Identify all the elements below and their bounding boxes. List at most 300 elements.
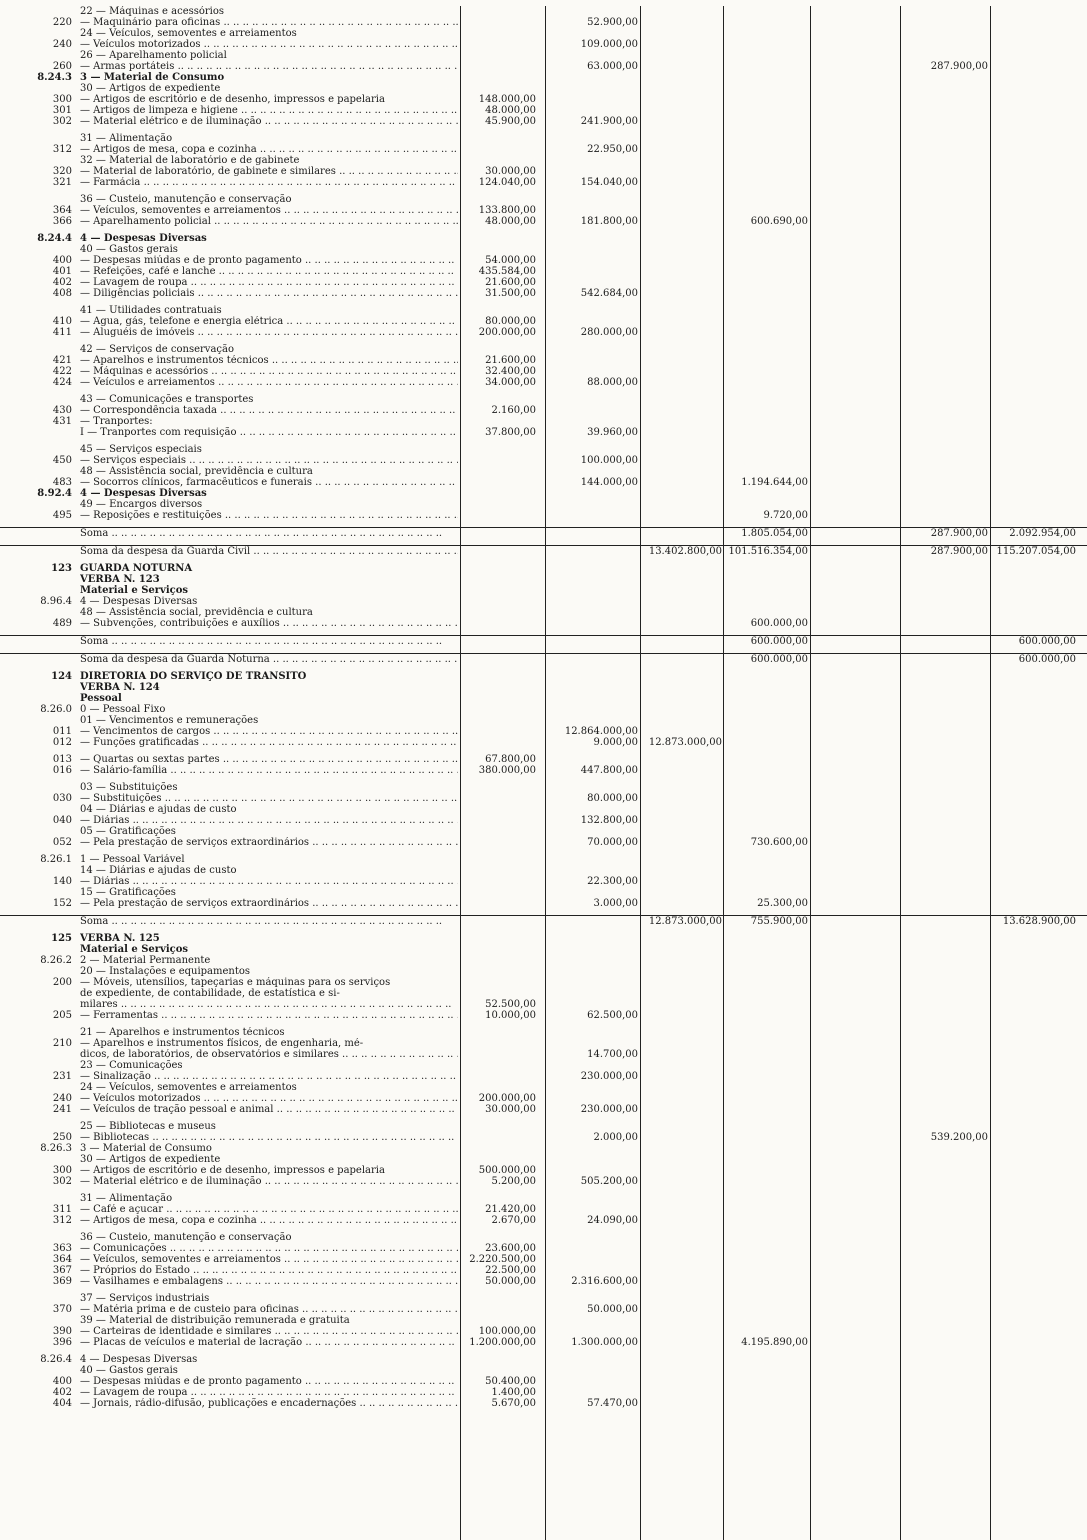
- item-code: 300: [52, 94, 72, 105]
- budget-row: [0, 1060, 1087, 1071]
- item-description: 21 — Aparelhos e instrumentos técnicos: [80, 1027, 285, 1038]
- item-code: 312: [52, 1215, 72, 1226]
- item-description: 31 — Alimentação: [80, 133, 173, 144]
- budget-row: [0, 205, 1087, 216]
- item-description: Material e Serviços: [80, 944, 189, 955]
- value-detail: 133.800,00: [478, 205, 536, 216]
- item-code: 8.24.3: [37, 72, 72, 83]
- item-code: 410: [52, 316, 72, 327]
- budget-row: [0, 782, 1087, 793]
- item-code: 140: [52, 876, 72, 887]
- budget-row: [0, 50, 1087, 61]
- item-code: 424: [52, 377, 72, 388]
- item-description: — Veículos motorizados .. ..: [80, 39, 458, 50]
- budget-row: [0, 1176, 1087, 1187]
- value-detail: 21.600,00: [485, 277, 536, 288]
- item-description: — Lavagem de roupa .. ..: [80, 1387, 458, 1398]
- value-detail: 80.000,00: [485, 316, 536, 327]
- value-services: 600.690,00: [750, 216, 808, 227]
- item-description: 42 — Serviços de conservação: [80, 344, 234, 355]
- value-detail: 500.000,00: [478, 1165, 536, 1176]
- item-code: 124: [51, 671, 72, 682]
- budget-row: [0, 1154, 1087, 1165]
- item-description: — Pela prestação de serviços extraordinários .. ..: [80, 898, 458, 909]
- item-code: 495: [52, 510, 72, 521]
- budget-row: [0, 488, 1087, 499]
- budget-row: [0, 1376, 1087, 1387]
- budget-row: [0, 1354, 1087, 1365]
- item-description: — Reposições e restituições .. ..: [80, 510, 458, 521]
- value-detail: 30.000,00: [485, 1104, 536, 1115]
- budget-row: [0, 466, 1087, 477]
- budget-row: [0, 444, 1087, 455]
- item-code: 366: [52, 216, 72, 227]
- value-equipment: 287.900,00: [930, 61, 988, 72]
- item-code: 8.26.3: [40, 1143, 72, 1154]
- budget-row: [0, 826, 1087, 837]
- item-description: — Vencimentos de cargos .. ..: [80, 726, 458, 737]
- value-detail: 2.160,00: [491, 405, 536, 416]
- budget-row: [0, 715, 1087, 726]
- item-description: 23 — Comunicações: [80, 1060, 183, 1071]
- item-description: 45 — Serviços especiais: [80, 444, 202, 455]
- value-subtotal: 230.000,00: [580, 1071, 638, 1082]
- item-code: 052: [52, 837, 72, 848]
- item-description: — Veículos de tração pessoal e animal .. ..: [80, 1104, 458, 1115]
- value-subtotal: 144.000,00: [580, 477, 638, 488]
- value-detail: 54.000,00: [485, 255, 536, 266]
- item-description: Soma da despesa da Guarda Civil .. ..: [80, 546, 458, 557]
- item-description: — Pela prestação de serviços extraordinários .. ..: [80, 837, 458, 848]
- item-description: 43 — Comunicações e transportes: [80, 394, 254, 405]
- item-description: — Veículos, semoventes e arreiamentos .. ..: [80, 1254, 458, 1265]
- budget-row: [0, 955, 1087, 966]
- item-description: — Água, gás, telefone e energia elétrica .. ..: [80, 316, 458, 327]
- item-description: 3 — Material de Consumo: [80, 1143, 212, 1154]
- item-description: Soma da despesa da Guarda Noturna .. ..: [80, 654, 458, 665]
- item-description: 1 — Pessoal Variável: [80, 854, 185, 865]
- item-description: 0 — Pessoal Fixo: [80, 704, 166, 715]
- item-description: 30 — Artigos de expediente: [80, 83, 221, 94]
- item-code: 402: [52, 1387, 72, 1398]
- item-description: 4 — Despesas Diversas: [80, 1354, 198, 1365]
- item-description: — Artigos de limpeza e higiene .. ..: [80, 105, 458, 116]
- budget-row: [0, 563, 1087, 574]
- value-detail: 34.000,00: [485, 377, 536, 388]
- budget-row: [0, 804, 1087, 815]
- budget-row: [0, 266, 1087, 277]
- value-detail: 22.500,00: [485, 1265, 536, 1276]
- budget-row: [0, 1132, 1087, 1143]
- item-code: 489: [52, 618, 72, 629]
- budget-row: [0, 618, 1087, 629]
- budget-row: [0, 653, 1087, 665]
- value-services: 600.000,00: [750, 618, 808, 629]
- value-subtotal: 109.000,00: [580, 39, 638, 50]
- item-description: — Socorros clínicos, farmacêuticos e funerais .. ..: [80, 477, 458, 488]
- value-detail: 1.400,00: [491, 1387, 536, 1398]
- item-code: 363: [52, 1243, 72, 1254]
- budget-row: [0, 1293, 1087, 1304]
- item-description: — Veículos, semoventes e arreiamentos .. ..: [80, 205, 458, 216]
- value-subtotal: 505.200,00: [580, 1176, 638, 1187]
- budget-row: [0, 704, 1087, 715]
- item-description: — Funções gratificadas .. ..: [80, 737, 458, 748]
- item-code: 040: [52, 815, 72, 826]
- budget-row: [0, 988, 1087, 999]
- item-description: — Sinalização .. ..: [80, 1071, 458, 1082]
- budget-row: [0, 1398, 1087, 1409]
- item-description: — Veículos motorizados .. ..: [80, 1093, 458, 1104]
- budget-row: [0, 133, 1087, 144]
- value-detail: 21.420,00: [485, 1204, 536, 1215]
- item-code: 364: [52, 1254, 72, 1265]
- item-description: Soma .. ..: [80, 916, 458, 927]
- value-detail: 5.670,00: [491, 1398, 536, 1409]
- budget-row: [0, 915, 1087, 927]
- item-description: 41 — Utilidades contratuais: [80, 305, 222, 316]
- budget-row: [0, 574, 1087, 585]
- value-equipment: 287.900,00: [930, 528, 988, 539]
- item-description: — Artigos de escritório e de desenho, impressos e papelaria: [80, 94, 385, 105]
- item-description: dicos, de laboratórios, de observatórios e similares .. ..: [80, 1049, 458, 1060]
- value-subtotal: 80.000,00: [587, 793, 638, 804]
- item-code: 402: [52, 277, 72, 288]
- item-description: — Substituições .. ..: [80, 793, 458, 804]
- item-description: VERBA N. 123: [80, 574, 160, 585]
- item-code: 320: [52, 166, 72, 177]
- value-detail: 2.220.500,00: [469, 1254, 536, 1265]
- item-code: 312: [52, 144, 72, 155]
- item-code: 231: [52, 1071, 72, 1082]
- item-code: 013: [52, 754, 72, 765]
- value-personnel: 12.873.000,00: [648, 737, 722, 748]
- item-description: — Subvenções, contribuições e auxílios .. ..: [80, 618, 458, 629]
- item-description: 40 — Gastos gerais: [80, 1365, 178, 1376]
- value-total: 115.207.054,00: [996, 546, 1076, 557]
- value-services: 25.300,00: [757, 898, 808, 909]
- item-description: — Aluguéis de imóveis .. ..: [80, 327, 458, 338]
- item-code: 8.92.4: [37, 488, 72, 499]
- value-services: 600.000,00: [750, 654, 808, 665]
- item-description: VERBA N. 125: [80, 933, 160, 944]
- item-code: 422: [52, 366, 72, 377]
- item-description: 01 — Vencimentos e remunerações: [80, 715, 259, 726]
- item-code: 8.26.1: [40, 854, 72, 865]
- item-description: — Tranportes:: [80, 416, 153, 427]
- item-description: 32 — Material de laboratório e de gabinete: [80, 155, 300, 166]
- value-subtotal: 154.040,00: [580, 177, 638, 188]
- item-code: 483: [52, 477, 72, 488]
- item-code: 240: [52, 1093, 72, 1104]
- value-subtotal: 24.090,00: [587, 1215, 638, 1226]
- budget-row: [0, 1215, 1087, 1226]
- value-detail: 45.900,00: [485, 116, 536, 127]
- value-subtotal: 2.316.600,00: [571, 1276, 638, 1287]
- budget-row: [0, 944, 1087, 955]
- value-detail: 124.040,00: [478, 177, 536, 188]
- budget-row: [0, 1082, 1087, 1093]
- budget-row: [0, 754, 1087, 765]
- budget-row: [0, 116, 1087, 127]
- item-description: — Despesas miúdas e de pronto pagamento .. ..: [80, 255, 458, 266]
- item-description: 49 — Encargos diversos: [80, 499, 203, 510]
- budget-row: [0, 966, 1087, 977]
- item-code: 400: [52, 1376, 72, 1387]
- budget-row: [0, 1387, 1087, 1398]
- item-description: 14 — Diárias e ajudas de custo: [80, 865, 237, 876]
- item-description: 3 — Material de Consumo: [80, 72, 225, 83]
- budget-row: [0, 28, 1087, 39]
- value-detail: 10.000,00: [485, 1010, 536, 1021]
- item-description: — Próprios do Estado .. ..: [80, 1265, 458, 1276]
- budget-row: [0, 344, 1087, 355]
- item-description: 05 — Gratificações: [80, 826, 176, 837]
- budget-row: [0, 1232, 1087, 1243]
- value-subtotal: 39.960,00: [587, 427, 638, 438]
- budget-row: [0, 405, 1087, 416]
- budget-row: [0, 377, 1087, 388]
- item-description: — Farmácia .. ..: [80, 177, 458, 188]
- item-description: — Ferramentas .. ..: [80, 1010, 458, 1021]
- item-description: — Jornais, rádio-difusão, publicações e encadernações .. ..: [80, 1398, 458, 1409]
- item-description: milares .. ..: [80, 999, 458, 1010]
- value-detail: 5.200,00: [491, 1176, 536, 1187]
- value-subtotal: 57.470,00: [587, 1398, 638, 1409]
- item-code: 321: [52, 177, 72, 188]
- item-code: 367: [52, 1265, 72, 1276]
- item-description: 04 — Diárias e ajudas de custo: [80, 804, 237, 815]
- budget-row: [0, 177, 1087, 188]
- item-description: 24 — Veículos, semoventes e arreiamentos: [80, 28, 297, 39]
- item-description: — Aparelhamento policial .. ..: [80, 216, 458, 227]
- item-description: — Material elétrico e de iluminação .. ..: [80, 116, 458, 127]
- item-code: 8.26.0: [40, 704, 72, 715]
- value-detail: 52.500,00: [485, 999, 536, 1010]
- item-description: — Placas de veículos e material de lacração .. ..: [80, 1337, 458, 1348]
- item-description: 26 — Aparelhamento policial: [80, 50, 227, 61]
- value-detail: 48.000,00: [485, 216, 536, 227]
- budget-row: [0, 585, 1087, 596]
- item-description: 15 — Gratificações: [80, 887, 176, 898]
- value-services: 4.195.890,00: [741, 1337, 808, 1348]
- item-code: 431: [52, 416, 72, 427]
- budget-row: [0, 793, 1087, 804]
- value-subtotal: 12.864.000,00: [564, 726, 638, 737]
- item-code: 125: [51, 933, 72, 944]
- value-services: 1.805.054,00: [741, 528, 808, 539]
- value-subtotal: 447.800,00: [580, 765, 638, 776]
- item-description: 36 — Custeio, manutenção e conservação: [80, 1232, 292, 1243]
- budget-row: [0, 394, 1087, 405]
- budget-row: [0, 596, 1087, 607]
- item-description: I — Tranportes com requisição .. ..: [80, 427, 458, 438]
- budget-row: [0, 427, 1087, 438]
- value-subtotal: 2.000,00: [593, 1132, 638, 1143]
- value-detail: 67.800,00: [485, 754, 536, 765]
- budget-row: [0, 1038, 1087, 1049]
- value-equipment: 287.900,00: [930, 546, 988, 557]
- item-description: — Quartas ou sextas partes .. ..: [80, 754, 458, 765]
- item-code: 302: [52, 116, 72, 127]
- value-subtotal: 9.000,00: [593, 737, 638, 748]
- value-subtotal: 181.800,00: [580, 216, 638, 227]
- budget-row: [0, 765, 1087, 776]
- item-code: 240: [52, 39, 72, 50]
- item-description: — Salário-família .. ..: [80, 765, 458, 776]
- item-description: — Carteiras de identidade e similares .. ..: [80, 1326, 458, 1337]
- budget-row: [0, 693, 1087, 704]
- budget-row: [0, 887, 1087, 898]
- budget-row: [0, 671, 1087, 682]
- value-subtotal: 52.900,00: [587, 17, 638, 28]
- budget-row: [0, 1049, 1087, 1060]
- value-subtotal: 241.900,00: [580, 116, 638, 127]
- budget-row: [0, 1121, 1087, 1132]
- budget-row: [0, 635, 1087, 647]
- value-subtotal: 542.684,00: [580, 288, 638, 299]
- item-code: 016: [52, 765, 72, 776]
- budget-row: [0, 244, 1087, 255]
- budget-row: [0, 1027, 1087, 1038]
- budget-row: [0, 1193, 1087, 1204]
- value-services: 9.720,00: [763, 510, 808, 521]
- item-description: 25 — Bibliotecas e museus: [80, 1121, 216, 1132]
- item-description: — Despesas miúdas e de pronto pagamento .. ..: [80, 1376, 458, 1387]
- item-description: — Material de laboratório, de gabinete e similares .. ..: [80, 166, 458, 177]
- item-description: — Aparelhos e instrumentos físicos, de engenharia, mé-: [80, 1038, 364, 1049]
- value-subtotal: 132.800,00: [580, 815, 638, 826]
- budget-row: [0, 737, 1087, 748]
- item-code: 011: [52, 726, 72, 737]
- value-detail: 48.000,00: [485, 105, 536, 116]
- value-detail: 21.600,00: [485, 355, 536, 366]
- item-code: 8.26.2: [40, 955, 72, 966]
- item-description: — Material elétrico e de iluminação .. ..: [80, 1176, 458, 1187]
- value-subtotal: 70.000,00: [587, 837, 638, 848]
- value-subtotal: 1.300.000,00: [571, 1337, 638, 1348]
- budget-row: [0, 94, 1087, 105]
- budget-row: [0, 6, 1087, 17]
- value-detail: 200.000,00: [478, 327, 536, 338]
- budget-table: [0, 6, 1087, 1409]
- item-code: 205: [52, 1010, 72, 1021]
- item-description: Soma .. ..: [80, 636, 458, 647]
- item-code: 411: [52, 327, 72, 338]
- budget-row: [0, 865, 1087, 876]
- budget-row: [0, 416, 1087, 427]
- item-code: 250: [52, 1132, 72, 1143]
- budget-row: [0, 194, 1087, 205]
- budget-row: [0, 510, 1087, 521]
- budget-row: [0, 144, 1087, 155]
- budget-row: [0, 815, 1087, 826]
- budget-row: [0, 105, 1087, 116]
- item-description: 24 — Veículos, semoventes e arreiamentos: [80, 1082, 297, 1093]
- item-description: DIRETORIA DO SERVIÇO DE TRANSITO: [80, 671, 307, 682]
- item-description: — Comunicações .. ..: [80, 1243, 458, 1254]
- budget-row: [0, 1326, 1087, 1337]
- value-detail: 32.400,00: [485, 366, 536, 377]
- item-description: 39 — Material de distribuição remunerada e gratuita: [80, 1315, 350, 1326]
- item-description: 40 — Gastos gerais: [80, 244, 178, 255]
- budget-row: [0, 527, 1087, 539]
- item-description: — Diárias .. ..: [80, 876, 458, 887]
- budget-row: [0, 1104, 1087, 1115]
- item-description: — Lavagem de roupa .. ..: [80, 277, 458, 288]
- item-code: 400: [52, 255, 72, 266]
- budget-row: [0, 355, 1087, 366]
- value-detail: 50.400,00: [485, 1376, 536, 1387]
- budget-row: [0, 607, 1087, 618]
- item-description: Material e Serviços: [80, 585, 189, 596]
- item-description: — Serviços especiais .. ..: [80, 455, 458, 466]
- value-detail: 200.000,00: [478, 1093, 536, 1104]
- value-subtotal: 14.700,00: [587, 1049, 638, 1060]
- budget-row: [0, 977, 1087, 988]
- value-detail: 30.000,00: [485, 166, 536, 177]
- value-detail: 50.000,00: [485, 1276, 536, 1287]
- item-description: GUARDA NOTURNA: [80, 563, 193, 574]
- budget-row: [0, 1204, 1087, 1215]
- budget-row: [0, 233, 1087, 244]
- item-description: — Café e açucar .. ..: [80, 1204, 458, 1215]
- item-description: — Matéria prima e de custeio para oficinas .. ..: [80, 1304, 458, 1315]
- item-code: 300: [52, 1165, 72, 1176]
- item-description: 37 — Serviços industriais: [80, 1293, 210, 1304]
- item-description: VERBA N. 124: [80, 682, 160, 693]
- value-subtotal: 63.000,00: [587, 61, 638, 72]
- budget-row: [0, 1254, 1087, 1265]
- value-subtotal: 88.000,00: [587, 377, 638, 388]
- budget-row: [0, 1071, 1087, 1082]
- item-description: Soma .. ..: [80, 528, 458, 539]
- value-services: 101.516.354,00: [728, 546, 808, 557]
- value-services: 755.900,00: [750, 916, 808, 927]
- value-subtotal: 50.000,00: [587, 1304, 638, 1315]
- budget-row: [0, 316, 1087, 327]
- budget-row: [0, 61, 1087, 72]
- value-personnel: 12.873.000,00: [648, 916, 722, 927]
- budget-row: [0, 327, 1087, 338]
- item-code: 030: [52, 793, 72, 804]
- value-detail: 1.200.000,00: [469, 1337, 536, 1348]
- item-code: 220: [52, 17, 72, 28]
- budget-row: [0, 1165, 1087, 1176]
- item-description: 4 — Despesas Diversas: [80, 596, 198, 607]
- item-code: 369: [52, 1276, 72, 1287]
- item-description: 31 — Alimentação: [80, 1193, 173, 1204]
- budget-row: [0, 166, 1087, 177]
- budget-row: [0, 1304, 1087, 1315]
- budget-row: [0, 1276, 1087, 1287]
- item-description: — Máquinas e acessórios .. ..: [80, 366, 458, 377]
- budget-row: [0, 39, 1087, 50]
- budget-row: [0, 837, 1087, 848]
- item-code: 210: [52, 1038, 72, 1049]
- item-code: 8.96.4: [40, 596, 72, 607]
- value-services: 600.000,00: [750, 636, 808, 647]
- item-code: 396: [52, 1337, 72, 1348]
- item-description: 4 — Despesas Diversas: [80, 488, 207, 499]
- item-description: — Artigos de escritório e de desenho, impressos e papelaria: [80, 1165, 385, 1176]
- item-description: — Móveis, utensílios, tapeçarias e máquinas para os serviços: [80, 977, 391, 988]
- item-code: 404: [52, 1398, 72, 1409]
- value-detail: 435.584,00: [478, 266, 536, 277]
- value-detail: 100.000,00: [478, 1326, 536, 1337]
- budget-row: [0, 1010, 1087, 1021]
- item-code: 301: [52, 105, 72, 116]
